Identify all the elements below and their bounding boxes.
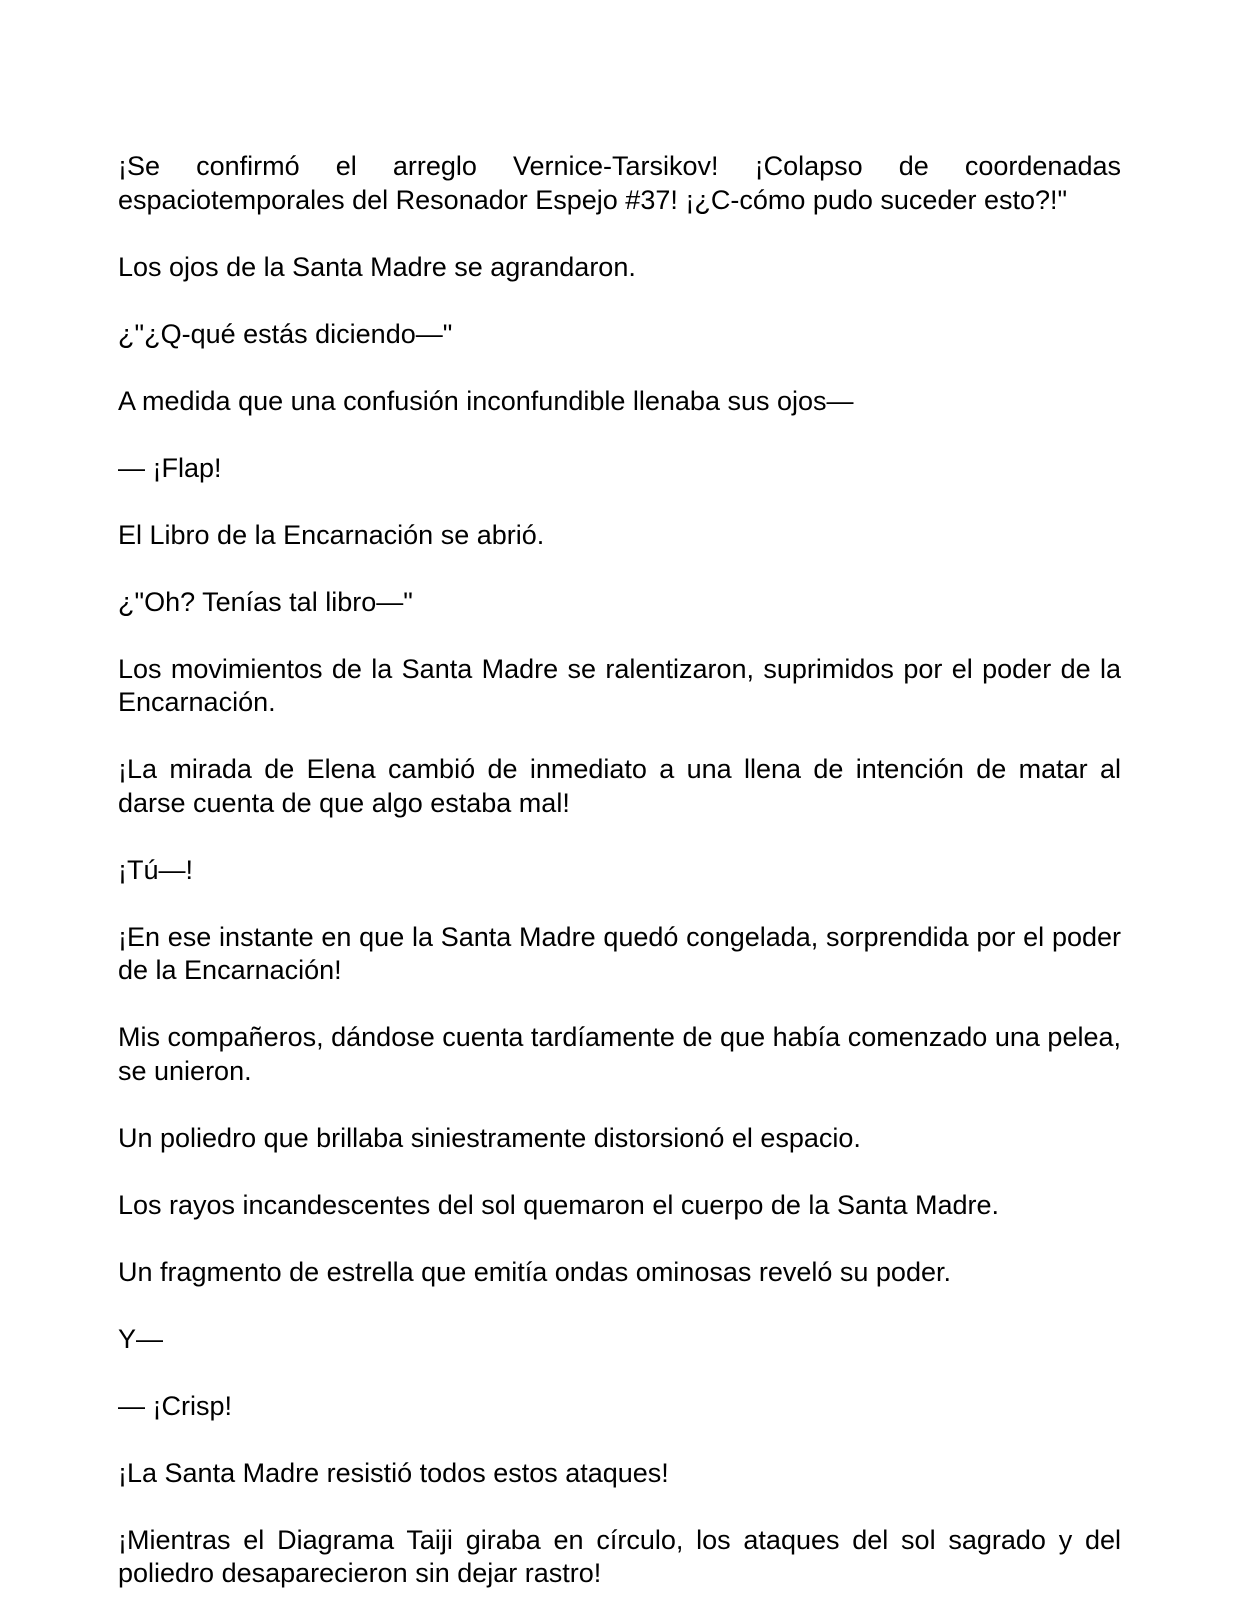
paragraph: — ¡Flap! — [118, 452, 222, 483]
paragraph: ¡La Santa Madre resistió todos estos ataques! — [118, 1457, 669, 1488]
body-text — [118, 150, 1121, 1620]
paragraph: ¡Tú—! — [118, 854, 194, 885]
paragraph: Los movimientos de la Santa Madre se ralentizaron, suprimidos por el poder de la Encarnación. — [118, 653, 1121, 717]
paragraph: A medida que una confusión inconfundible llenaba sus ojos— — [118, 385, 854, 416]
paragraph: Los rayos incandescentes del sol quemaron el cuerpo de la Santa Madre. — [118, 1189, 1000, 1220]
paragraph: — ¡Crisp! — [118, 1390, 232, 1421]
paragraph: Los ojos de la Santa Madre se agrandaron. — [118, 251, 636, 282]
paragraph: Un poliedro que brillaba siniestramente distorsionó el espacio. — [118, 1122, 861, 1153]
paragraph: Un fragmento de estrella que emitía ondas ominosas reveló su poder. — [118, 1256, 951, 1287]
paragraph: ¡La mirada de Elena cambió de inmediato a una llena de intención de matar al darse cuenta de que algo estaba mal! — [118, 754, 1121, 818]
paragraph: El Libro de la Encarnación se abrió. — [118, 519, 545, 550]
paragraph: ¡Mientras el Diagrama Taiji giraba en círculo, los ataques del sol sagrado y del poliedro desaparecieron sin dejar rastro! — [118, 1524, 1121, 1588]
paragraph: ¿"Oh? Tenías tal libro—" — [118, 586, 413, 617]
paragraph: ¡Se confirmó el arreglo Vernice-Tarsikov! ¡Colapso de coordenadas espaciotemporales del Resonador Espejo #37! ¡¿C-cómo pudo suceder esto?!" — [118, 151, 1121, 215]
paragraph: Mis compañeros, dándose cuenta tardíamente de que había comenzado una pelea, se unieron. — [118, 1022, 1121, 1086]
paragraph: Y— — [118, 1323, 164, 1354]
paragraph: ¿"¿Q-qué estás diciendo—" — [118, 318, 453, 349]
paragraph: ¡En ese instante en que la Santa Madre quedó congelada, sorprendida por el poder de la Encarnación! — [118, 921, 1121, 985]
